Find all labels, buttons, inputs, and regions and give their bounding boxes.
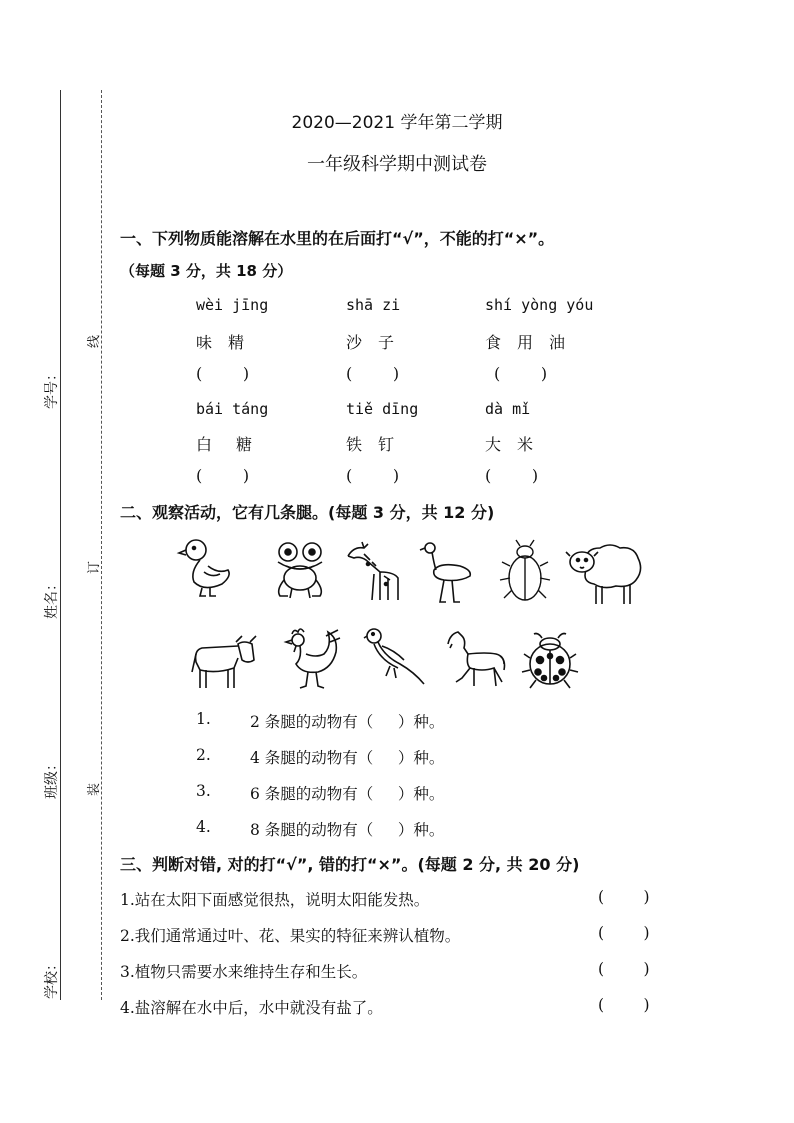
duck-icon — [178, 536, 234, 602]
beetle-icon — [500, 540, 550, 604]
answer-blank[interactable]: ( ) — [196, 466, 250, 485]
question-number: 2. — [196, 746, 211, 764]
true-false-statement: 4.盐溶解在水中后，水中就没有盐了。 — [120, 999, 383, 1017]
true-false-statement: 3.植物只需要水来维持生存和生长。 — [120, 963, 368, 981]
item-chars: 沙子 — [346, 333, 411, 352]
ladybug-icon — [522, 632, 578, 690]
giraffe-icon — [344, 538, 406, 604]
question-number: 4. — [196, 818, 211, 836]
class-label: 班级： — [44, 757, 60, 799]
item-chars: 食用油 — [485, 333, 582, 352]
page-subtitle: 一年级科学期中测试卷 — [307, 154, 487, 175]
margin-solid-line — [60, 90, 61, 1000]
section2-heading: 二、观察活动，它有几条腿。(每题 3 分，共 12 分) — [120, 503, 495, 522]
page-title: 2020—2021 学年第二学期 — [291, 113, 503, 133]
answer-blank[interactable]: ( ) — [598, 924, 650, 942]
item-pinyin: wèi jīng — [196, 296, 269, 314]
item-pinyin: tiě dīng — [346, 400, 419, 418]
rooster-icon — [282, 626, 340, 690]
section1-heading: 一、下列物质能溶解在水里的在后面打“√”，不能的打“×”。 — [120, 229, 555, 248]
cow-icon — [192, 632, 260, 690]
item-pinyin: dà mǐ — [485, 400, 531, 418]
sheep-icon — [566, 540, 644, 606]
leg-count-question[interactable]: 4 条腿的动物有（ ）种。 — [250, 749, 445, 767]
section3-heading: 三、判断对错, 对的打“√”, 错的打“×”。(每题 2 分, 共 20 分) — [120, 855, 580, 874]
item-pinyin: bái táng — [196, 400, 269, 418]
answer-blank[interactable]: ( ) — [494, 364, 548, 383]
true-false-statement: 1.站在太阳下面感觉很热，说明太阳能发热。 — [120, 891, 430, 909]
answer-blank[interactable]: ( ) — [346, 364, 400, 383]
question-number: 3. — [196, 782, 211, 800]
item-chars: 味精 — [196, 333, 261, 352]
cut-mark-line: 线 — [87, 334, 103, 349]
school-label: 学校： — [44, 957, 60, 999]
section1-score: （每题 3 分，共 18 分） — [120, 262, 293, 280]
student-id-label: 学号： — [44, 367, 60, 409]
cut-mark-install: 装 — [87, 782, 103, 797]
answer-blank[interactable]: ( ) — [598, 888, 650, 906]
cut-mark-bind: 订 — [87, 560, 103, 575]
true-false-statement: 2.我们通常通过叶、花、果实的特征来辨认植物。 — [120, 927, 461, 945]
name-label: 姓名： — [44, 577, 60, 619]
leg-count-question[interactable]: 8 条腿的动物有（ ）种。 — [250, 821, 445, 839]
item-chars: 大米 — [485, 435, 550, 454]
leg-count-question[interactable]: 6 条腿的动物有（ ）种。 — [250, 785, 445, 803]
item-chars: 铁钉 — [346, 435, 411, 454]
margin-cut-line — [101, 90, 102, 1000]
item-pinyin: shā zi — [346, 296, 401, 314]
leg-count-question[interactable]: 2 条腿的动物有（ ）种。 — [250, 713, 445, 731]
answer-blank[interactable]: ( ) — [598, 996, 650, 1014]
question-number: 1. — [196, 710, 211, 728]
answer-blank[interactable]: ( ) — [346, 466, 400, 485]
answer-blank[interactable]: ( ) — [485, 466, 539, 485]
ostrich-icon — [420, 540, 476, 604]
bird-icon — [364, 626, 426, 686]
frog-icon — [272, 540, 328, 602]
horse-icon — [446, 630, 506, 688]
item-chars: 白糖 — [196, 435, 277, 454]
answer-blank[interactable]: ( ) — [196, 364, 250, 383]
item-pinyin: shí yòng yóu — [485, 296, 594, 314]
answer-blank[interactable]: ( ) — [598, 960, 650, 978]
